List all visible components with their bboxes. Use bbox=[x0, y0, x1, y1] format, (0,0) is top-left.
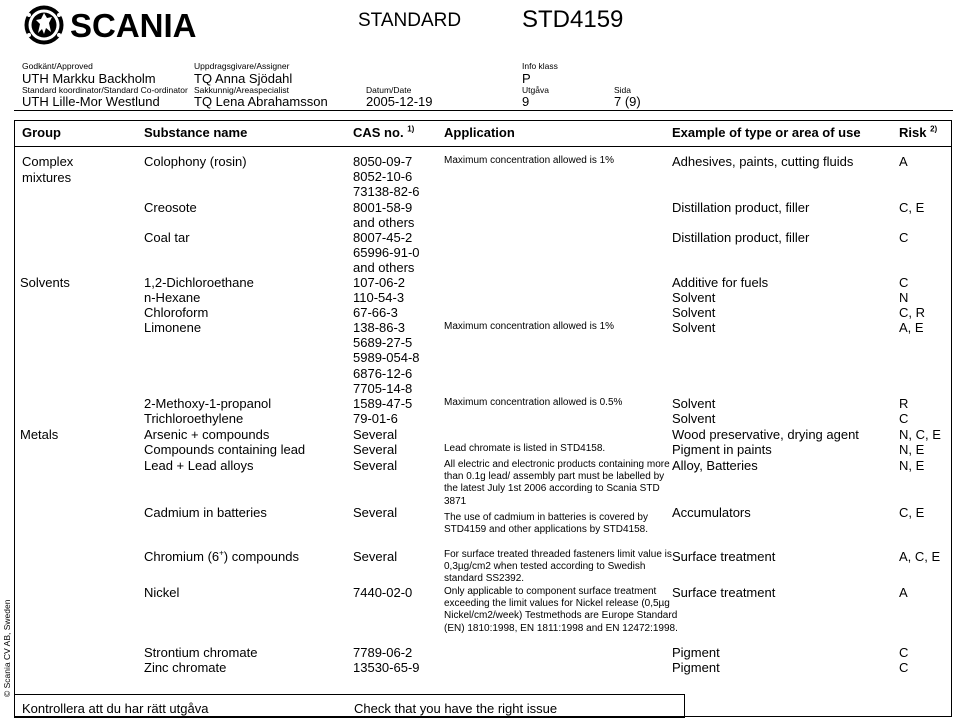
risk-code: C bbox=[899, 660, 909, 675]
cas-number: 7789-06-2 bbox=[353, 645, 413, 660]
substance-name: Limonene bbox=[144, 320, 202, 335]
substance-name: Chloroform bbox=[144, 305, 209, 320]
cas-numbers bbox=[353, 200, 414, 230]
th-risk bbox=[899, 125, 937, 140]
example-of-use: Accumulators bbox=[672, 505, 751, 520]
griffin-emblem-icon bbox=[22, 4, 66, 46]
doc-number: STD4159 bbox=[522, 6, 624, 33]
risk-code: C bbox=[899, 275, 909, 290]
cas-number: 79-01-6 bbox=[353, 411, 398, 426]
substance-name-part: Chromium (6 bbox=[144, 549, 220, 564]
label-coordinator: Standard koordinator/Standard Co-ordinator bbox=[22, 85, 188, 95]
risk-code: A bbox=[899, 585, 908, 600]
substance-name bbox=[144, 549, 299, 564]
substance-name: Compounds containing lead bbox=[144, 442, 306, 457]
footer-check-en: Check that you have the right issue bbox=[354, 701, 558, 716]
risk-code: C, E bbox=[899, 505, 925, 520]
doc-type: STANDARD bbox=[358, 10, 462, 31]
value-coordinator: UTH Lille-Mor Westlund bbox=[22, 94, 160, 109]
value-approved: UTH Markku Backholm bbox=[22, 71, 156, 86]
label-specialist: Sakkunnig/Areaspecialist bbox=[194, 85, 289, 95]
copyright: © Scania CV AB, Sweden bbox=[2, 599, 12, 697]
cas-number: Several bbox=[353, 549, 398, 564]
example-of-use: Solvent bbox=[672, 320, 716, 335]
th-substance: Substance name bbox=[144, 125, 248, 140]
risk-code: R bbox=[899, 396, 909, 411]
cas-number: 110-54-3 bbox=[353, 290, 405, 305]
value-specialist: TQ Lena Abrahamsson bbox=[194, 94, 328, 109]
group-complex-line2: mixtures bbox=[22, 170, 72, 185]
example-of-use: Distillation product, filler bbox=[672, 200, 810, 215]
example-of-use: Adhesives, paints, cutting fluids bbox=[672, 154, 854, 169]
cas-number: 107-06-2 bbox=[353, 275, 406, 290]
substance-name: n-Hexane bbox=[144, 290, 201, 305]
substance-name: Coal tar bbox=[144, 230, 190, 245]
cas-number: 5989-054-8 bbox=[353, 350, 420, 366]
cas-number: 1589-47-5 bbox=[353, 396, 413, 411]
th-application: Application bbox=[444, 125, 515, 140]
cas-number: Several bbox=[353, 427, 398, 442]
substance-name: Trichloroethylene bbox=[144, 411, 244, 426]
risk-code: A, C, E bbox=[899, 549, 941, 564]
value-info-class: P bbox=[522, 71, 531, 86]
example-of-use: Solvent bbox=[672, 411, 716, 426]
cas-number: 73138-82-6 bbox=[353, 184, 420, 200]
risk-code: N, E bbox=[899, 442, 925, 457]
label-info-class: Info klass bbox=[522, 61, 558, 71]
cas-numbers bbox=[353, 320, 420, 396]
risk-code: C, R bbox=[899, 305, 925, 320]
value-date: 2005-12-19 bbox=[366, 94, 433, 109]
example-of-use: Surface treatment bbox=[672, 549, 776, 564]
substance-name: Creosote bbox=[144, 200, 197, 215]
label-page: Sida bbox=[614, 85, 632, 95]
group-complex-mixtures bbox=[22, 154, 74, 186]
cas-number: and others bbox=[353, 260, 415, 276]
cas-number: 13530-65-9 bbox=[353, 660, 420, 675]
example-of-use: Distillation product, filler bbox=[672, 230, 810, 245]
example-of-use: Wood preservative, drying agent bbox=[672, 427, 859, 442]
example-of-use: Pigment bbox=[672, 660, 720, 675]
oxidation-state: + bbox=[219, 548, 224, 558]
group-metals: Metals bbox=[20, 427, 59, 442]
cas-number: 6876-12-6 bbox=[353, 365, 413, 381]
header-divider bbox=[14, 110, 953, 111]
example-of-use: Solvent bbox=[672, 305, 716, 320]
th-cas-footnote: 1) bbox=[407, 124, 415, 134]
value-edition: 9 bbox=[522, 94, 530, 109]
example-of-use: Solvent bbox=[672, 290, 716, 305]
risk-code: C, E bbox=[899, 200, 925, 215]
scania-logo bbox=[22, 4, 207, 46]
example-of-use: Pigment in paints bbox=[672, 442, 772, 457]
label-edition: Utgåva bbox=[522, 85, 549, 95]
cas-number: 5689-27-5 bbox=[353, 335, 413, 351]
label-approved: Godkänt/Approved bbox=[22, 61, 93, 71]
example-of-use: Solvent bbox=[672, 396, 716, 411]
risk-code: N, E bbox=[899, 458, 925, 473]
example-of-use: Pigment bbox=[672, 645, 720, 660]
cas-number: 8050-09-7 bbox=[353, 154, 413, 169]
example-of-use: Surface treatment bbox=[672, 585, 776, 600]
application-note: All electric and electronic products containing more than 0.1g lead/ assembly part must be labelled by the latest July 1st 2006 according to Scania STD 3871 bbox=[444, 459, 670, 507]
group-complex-line1: Complex bbox=[22, 154, 74, 169]
value-page: 7 (9) bbox=[614, 94, 641, 109]
application-note: For surface treated threaded fasteners limit value is 0,3µg/cm2 when tested according to Swedish standard SS2392. bbox=[444, 549, 672, 585]
column-header-divider bbox=[14, 146, 952, 147]
group-solvents: Solvents bbox=[20, 275, 70, 290]
substance-name-part: ) compounds bbox=[223, 549, 299, 564]
risk-code: N, C, E bbox=[899, 427, 941, 442]
substance-name: Colophony (rosin) bbox=[144, 154, 247, 169]
application-note: Maximum concentration allowed is 0.5% bbox=[444, 397, 623, 408]
risk-code: C bbox=[899, 411, 909, 426]
example-of-use: Additive for fuels bbox=[672, 275, 769, 290]
footer-check-sv: Kontrollera att du har rätt utgåva bbox=[22, 701, 209, 716]
application-note: Maximum concentration allowed is 1% bbox=[444, 155, 615, 166]
risk-code: A bbox=[899, 154, 908, 169]
substance-name: 1,2-Dichloroethane bbox=[144, 275, 254, 290]
cas-number: 138-86-3 bbox=[353, 320, 406, 335]
cas-number: Several bbox=[353, 458, 398, 473]
substance-name: Zinc chromate bbox=[144, 660, 227, 675]
th-risk-footnote: 2) bbox=[930, 124, 938, 134]
application-note: The use of cadmium in batteries is covered by STD4159 and other applications by STD4158. bbox=[444, 512, 649, 536]
cas-number: 7440-02-0 bbox=[353, 585, 413, 600]
cas-number: Several bbox=[353, 442, 398, 457]
cas-number: 8052-10-6 bbox=[353, 169, 413, 185]
th-cas-label: CAS no. bbox=[353, 125, 404, 140]
application-note: Maximum concentration allowed is 1% bbox=[444, 321, 615, 332]
substance-name: 2-Methoxy-1-propanol bbox=[144, 396, 272, 411]
value-assigner: TQ Anna Sjödahl bbox=[194, 71, 293, 86]
substance-name: Strontium chromate bbox=[144, 645, 258, 660]
example-of-use: Alloy, Batteries bbox=[672, 458, 758, 473]
cas-number: 67-66-3 bbox=[353, 305, 398, 320]
substance-name: Nickel bbox=[144, 585, 180, 600]
cas-number: 8007-45-2 bbox=[353, 230, 413, 245]
cas-number: 8001-58-9 bbox=[353, 200, 413, 215]
th-group: Group bbox=[22, 125, 61, 140]
substance-name: Cadmium in batteries bbox=[144, 505, 267, 520]
risk-code: N bbox=[899, 290, 909, 305]
cas-number: 65996-91-0 bbox=[353, 245, 420, 261]
th-cas bbox=[353, 125, 414, 140]
substance-name: Arsenic + compounds bbox=[144, 427, 270, 442]
th-example: Example of type or area of use bbox=[672, 125, 861, 140]
cas-numbers bbox=[353, 230, 420, 276]
cas-number: Several bbox=[353, 505, 398, 520]
cas-number: and others bbox=[353, 215, 415, 231]
risk-code: C bbox=[899, 645, 909, 660]
substance-name: Lead + Lead alloys bbox=[144, 458, 254, 473]
application-note: Lead chromate is listed in STD4158. bbox=[444, 443, 606, 454]
risk-code: A, E bbox=[899, 320, 924, 335]
label-date: Datum/Date bbox=[366, 85, 412, 95]
label-assigner: Uppdragsgivare/Assigner bbox=[194, 61, 290, 71]
cas-numbers bbox=[353, 154, 420, 200]
application-note: Only applicable to component surface treatment exceeding the limit values for Nickel release (0,5µg Nickel/cm2/week) Testmethods are Europe Standard (EN) 1810:1998, EN 1811:1998 and EN 12472:1998. bbox=[444, 586, 678, 634]
brand-wordmark: SCANIA bbox=[70, 7, 197, 44]
risk-code: C bbox=[899, 230, 909, 245]
th-risk-label: Risk bbox=[899, 125, 927, 140]
cas-number: 7705-14-8 bbox=[353, 380, 413, 396]
